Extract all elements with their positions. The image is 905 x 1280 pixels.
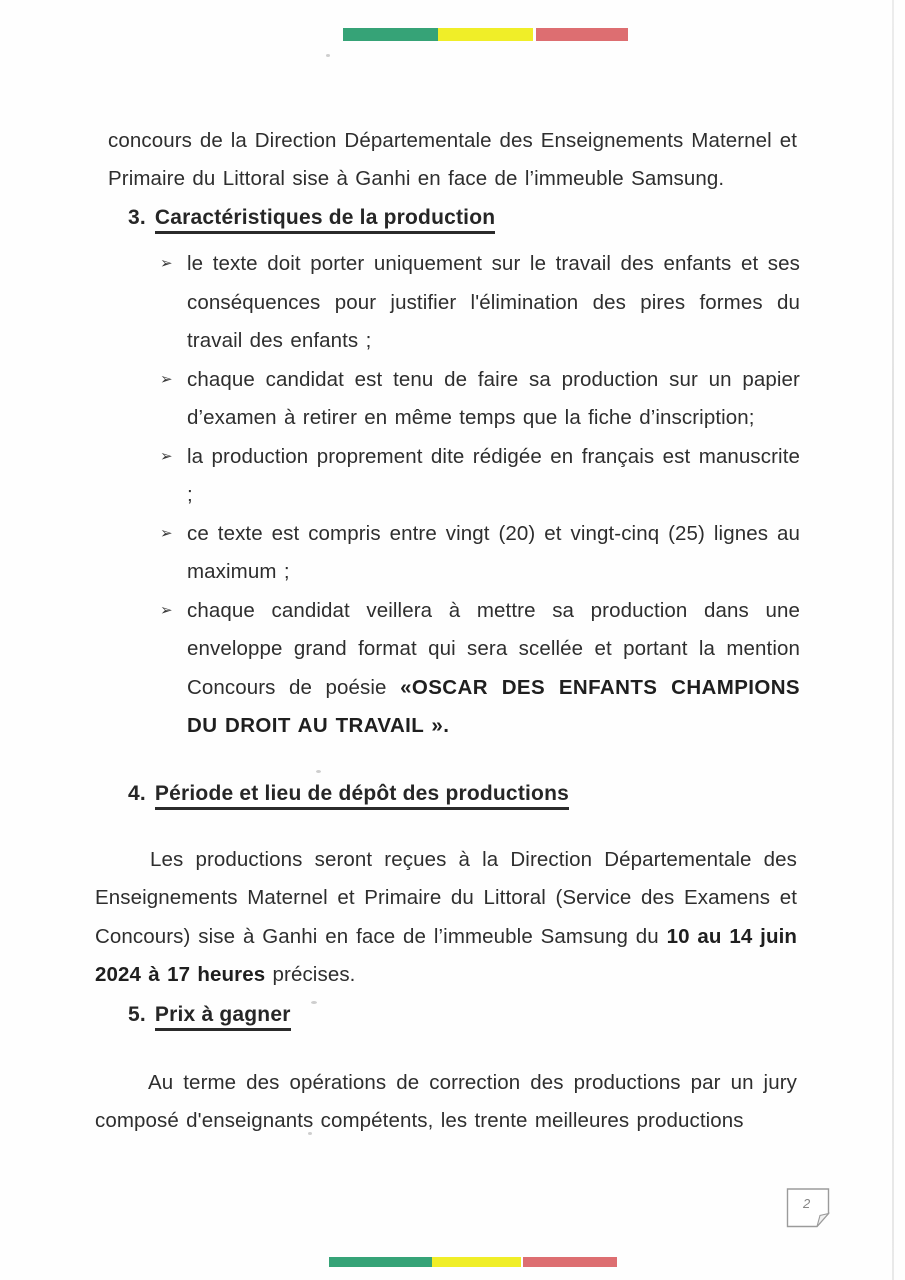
scan-edge-line bbox=[892, 0, 894, 1280]
contest-title-bold: «OSCAR DES ENFANTS CHAMPIONS DU DROIT AU TRAVAIL ». bbox=[187, 675, 801, 737]
list-item bbox=[160, 592, 800, 746]
arrow-bullet-icon: ➢ bbox=[160, 601, 173, 619]
flag-red-segment bbox=[536, 28, 628, 41]
scan-speck bbox=[326, 54, 330, 57]
flag-red-segment bbox=[523, 1257, 617, 1267]
arrow-bullet-icon: ➢ bbox=[160, 370, 173, 388]
list-item bbox=[160, 515, 800, 592]
list-item bbox=[160, 245, 800, 361]
section-number: 3. bbox=[128, 206, 146, 229]
list-item bbox=[160, 361, 800, 438]
deposit-paragraph-text: Les productions seront reçues à la Direction Départementale des Enseignements Maternel et Primaire du Littoral (Service des Examens et Concours) sise à Ganhi en face de l’immeuble Samsung du bbox=[95, 847, 797, 948]
arrow-bullet-icon: ➢ bbox=[160, 255, 173, 272]
page-number: 2 bbox=[803, 1196, 811, 1211]
section-number: 4. bbox=[128, 782, 146, 805]
section-title: Période et lieu de dépôt des productions bbox=[155, 782, 569, 810]
top-flag-bar bbox=[343, 28, 628, 41]
prizes-paragraph: Au terme des opérations de correction des productions par un jury composé d'enseignants compétents, les trente meilleures productions bbox=[95, 1070, 797, 1132]
flag-yellow-segment bbox=[432, 1257, 521, 1267]
list-item-text bbox=[187, 592, 800, 746]
folded-page-icon bbox=[784, 1186, 832, 1230]
section-heading-3 bbox=[128, 206, 495, 230]
deposit-paragraph-tail: précises. bbox=[265, 963, 356, 986]
deposit-paragraph bbox=[95, 841, 797, 995]
bottom-flag-bar bbox=[329, 1257, 617, 1267]
list-item-text: ce texte est compris entre vingt (20) et vingt-cinq (25) lignes au maximum ; bbox=[187, 521, 800, 583]
list-item bbox=[160, 438, 800, 515]
section-number: 5. bbox=[128, 1003, 146, 1026]
list-item-text: le texte doit porter uniquement sur le travail des enfants et ses conséquences pour justifier l'élimination des pires formes du travail des enfants ; bbox=[187, 252, 800, 352]
list-item-text-normal: chaque candidat veillera à mettre sa production dans une enveloppe grand format qui sera scellée et portant la mention Concours de poésie bbox=[187, 598, 800, 699]
intro-paragraph: concours de la Direction Départementale des Enseignements Maternel et Primaire du Littoral sise à Ganhi en face de l’immeuble Samsung. bbox=[108, 128, 797, 190]
section-title: Caractéristiques de la production bbox=[155, 206, 495, 234]
flag-yellow-segment bbox=[438, 28, 533, 41]
section-heading-5 bbox=[128, 1003, 291, 1027]
characteristics-bullet-list bbox=[160, 245, 800, 746]
flag-green-segment bbox=[343, 28, 438, 41]
arrow-bullet-icon: ➢ bbox=[160, 524, 173, 542]
section-title: Prix à gagner bbox=[155, 1003, 291, 1031]
deposit-dates-bold: 10 au 14 juin 2024 à 17 heures bbox=[95, 924, 797, 986]
scan-speck bbox=[316, 770, 321, 773]
arrow-bullet-icon: ➢ bbox=[160, 447, 173, 465]
scan-speck bbox=[311, 1001, 317, 1004]
section-heading-4 bbox=[128, 782, 569, 806]
list-item-text: la production proprement dite rédigée en français est manuscrite ; bbox=[187, 444, 800, 506]
list-item-text: chaque candidat est tenu de faire sa production sur un papier d’examen à retirer en même temps que la fiche d’inscription; bbox=[187, 367, 800, 429]
flag-green-segment bbox=[329, 1257, 432, 1267]
page-number-box bbox=[784, 1186, 832, 1230]
